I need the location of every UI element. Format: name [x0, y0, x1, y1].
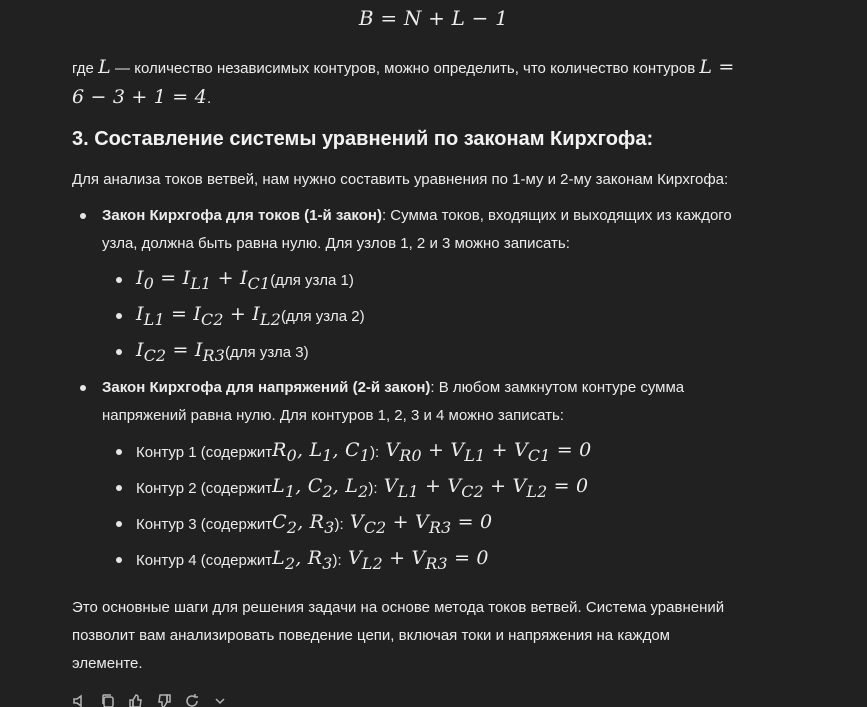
law1-equation-note: (для узла 3): [225, 343, 309, 361]
loop-prefix: Контур 4 (содержит: [136, 551, 273, 569]
conclusion-line1: Это основные шаги для решения задачи на основе метода токов ветвей. Система уравнений: [72, 599, 725, 616]
law1-equation-note: (для узла 2): [280, 307, 365, 325]
law1-text: [102, 202, 732, 258]
loop-prefix: Контур 2 (содержит: [136, 479, 273, 497]
conclusion-line2: позволит вам анализировать поведение цепи, включая токи и напряжения на каждом: [72, 627, 670, 644]
bullet-dot: [116, 313, 122, 319]
law2-loop-item: [116, 437, 591, 467]
loop-equation: $V_{L1} + V_{C2} + V_{L2} = 0$: [383, 475, 589, 501]
conclusion-line3: элементе.: [72, 655, 143, 672]
law1-list-item: [80, 202, 780, 258]
bullet-dot: [80, 385, 86, 391]
law2-title: Закон Кирхгофа для напряжений (2-й закон): [102, 379, 431, 396]
lead-paragraph: Для анализа токов ветвей, нам нужно составить уравнения по 1-му и 2-му законам Кирхгофа:: [72, 171, 729, 188]
law1-equation: $I_0 = I_{L1} + I_{C1}$: [136, 267, 271, 293]
loop-equation: $V_{R0} + V_{L1} + V_{C1} = 0$: [385, 439, 592, 465]
law2-text: [102, 374, 684, 430]
law1-equation: $I_{C2} = I_{R3}$: [136, 339, 226, 365]
intro-eq-l: L =: [699, 56, 735, 78]
bullet-dot: [80, 213, 86, 219]
law2-text2: напряжений равна нулю. Для контуров 1, 2, 3 и 4 можно записать:: [102, 407, 564, 424]
bullet-dot: [116, 557, 122, 563]
intro-var-l: L: [98, 56, 111, 78]
law2-list-item: [80, 374, 780, 430]
loop-elements: $L_2$, $R_3$: [272, 547, 333, 573]
chevron-down-icon[interactable]: [212, 693, 228, 707]
bullet-dot: [116, 485, 122, 491]
equation-text: B = N + L − 1: [358, 6, 509, 30]
regenerate-icon[interactable]: [184, 693, 200, 707]
loop-equation: $V_{C2} + V_{R3} = 0$: [349, 511, 493, 537]
intro-paragraph: [72, 53, 787, 113]
copy-icon[interactable]: [100, 693, 116, 707]
message-actions: [72, 693, 228, 707]
loop-prefix: Контур 3 (содержит: [136, 515, 273, 533]
thumbs-down-icon[interactable]: [156, 693, 172, 707]
loop-elements: $L_1$, $C_2$, $L_2$: [272, 475, 369, 501]
intro-middle: — количество независимых контуров, можно определить, что количество контуров: [110, 60, 700, 77]
bullet-dot: [116, 349, 122, 355]
law1-equation-note: (для узла 1): [270, 271, 354, 289]
speaker-icon[interactable]: [72, 693, 88, 707]
law2-loop-item: [116, 545, 489, 575]
section-heading: 3. Составление системы уравнений по законам Кирхгофа:: [72, 128, 654, 150]
loop-suffix: ):: [332, 551, 342, 569]
intro-prefix: где: [72, 60, 99, 77]
loop-elements: $R_0$, $L_1$, $C_1$: [272, 439, 371, 465]
loop-equation: $V_{L2} + V_{R3} = 0$: [347, 547, 489, 573]
loop-suffix: ):: [334, 515, 344, 533]
law1-text1: : Сумма токов, входящих и выходящих из каждого: [381, 207, 732, 224]
law1-equation-item: [116, 265, 354, 295]
conclusion-paragraph: [72, 594, 787, 678]
loop-suffix: ):: [368, 479, 378, 497]
bullet-dot: [116, 449, 122, 455]
bullet-dot: [116, 521, 122, 527]
equation-block: [0, 6, 867, 30]
intro-line2-suffix: .: [206, 90, 212, 107]
law2-text1: : В любом замкнутом контуре сумма: [430, 379, 685, 396]
law1-equation-item: [116, 301, 365, 331]
loop-suffix: ):: [370, 443, 380, 461]
law1-text2: узла, должна быть равна нулю. Для узлов 1, 2 и 3 можно записать:: [102, 235, 570, 252]
loop-elements: $C_2$, $R_3$: [272, 511, 335, 537]
bullet-dot: [116, 277, 122, 283]
law2-loop-item: [116, 509, 492, 539]
thumbs-up-icon[interactable]: [128, 693, 144, 707]
law1-equation-item: [116, 337, 309, 367]
intro-line2-math: 6 − 3 + 1 = 4: [72, 86, 207, 108]
law2-loop-item: [116, 473, 588, 503]
loop-prefix: Контур 1 (содержит: [136, 443, 273, 461]
law1-equation: $I_{L1} = I_{C2} + I_{L2}$: [136, 303, 281, 329]
law1-title: Закон Кирхгофа для токов (1-й закон): [102, 207, 382, 224]
